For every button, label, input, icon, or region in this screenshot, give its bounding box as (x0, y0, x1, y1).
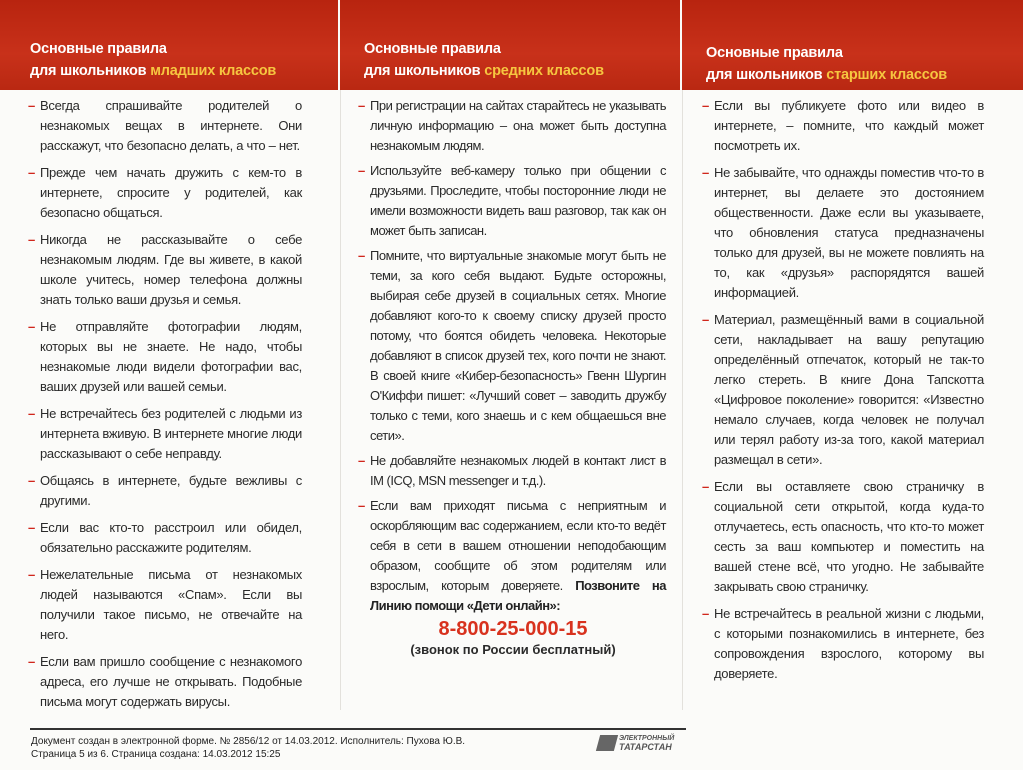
dash-bullet-icon: – (28, 98, 35, 113)
helpline-phone: 8-800-25-000-15 (438, 618, 588, 640)
column-divider (340, 90, 341, 710)
document-footer (31, 735, 465, 761)
dash-bullet-icon: – (358, 98, 365, 113)
rules-senior (704, 96, 984, 691)
rule-item: – Материал, размещённый вами в социальной сети, накладывает на вашу репутацию определённый отпечаток, который не так-то легко стереть. В книге Дона Тапскотта «Цифровое поколение» говорится: «Известно немало случаев, когда человек не получал или терял работу из-за того, какой материал размещал в сети». (702, 312, 984, 467)
rule-item: – Если вас кто-то расстроил или обидел, обязательно расскажите родителям. (28, 520, 302, 555)
helpline-label: Позвоните на Линию помощи «Дети онлайн»: (370, 578, 666, 613)
dash-bullet-icon: – (28, 319, 35, 334)
rule-item: – Не встречайтесь без родителей с людьми из интернета вживую. В интернете многие люди рассказывают о себе неправду. (28, 406, 302, 461)
rule-item: – Общаясь в интернете, будьте вежливы с другими. (28, 473, 302, 508)
rule-item: – Не встречайтесь в реальной жизни с людьми, с которыми познакомились в интернете, без сопровождения взрослого, которому вы доверяете. (702, 606, 984, 681)
rule-item: – Используйте веб-камеру только при общении с друзьями. Проследите, чтобы посторонние люди не имели возможности видеть ваш разговор, так как он может быть записан. (358, 163, 666, 238)
dash-bullet-icon: – (28, 473, 35, 488)
helpline-note: (звонок по России бесплатный) (410, 642, 616, 657)
rule-item: – Всегда спрашивайте родителей о незнакомых вещах в интернете. Они расскажут, что безопасно делать, а что – нет. (28, 98, 302, 153)
dash-bullet-icon: – (358, 248, 365, 263)
dash-bullet-icon: – (28, 232, 35, 247)
footer-doc-info: Документ создан в электронной форме. № 2856/12 от 14.03.2012. Исполнитель: Пухова Ю.В. (31, 736, 466, 747)
rule-item: – Если вам пришло сообщение с незнакомого адреса, его лучше не открывать. Подобные письма могут содержать вирусы. (28, 654, 302, 709)
dash-bullet-icon: – (702, 606, 709, 621)
logo-mark-icon (596, 735, 618, 751)
dash-bullet-icon: – (702, 165, 709, 180)
dash-bullet-icon: – (28, 406, 35, 421)
dash-bullet-icon: – (358, 453, 365, 468)
dash-bullet-icon: – (358, 163, 365, 178)
column-divider (682, 90, 683, 710)
header-senior (682, 0, 1023, 90)
rule-item: – При регистрации на сайтах старайтесь не указывать личную информацию – она может быть доступна незнакомым людям. (358, 98, 666, 153)
rule-item: – Не отправляйте фотографии людям, которых вы не знаете. Не надо, чтобы незнакомые люди видели фотографии вас, ваших друзей или вашей семьи. (28, 319, 302, 394)
rule-item: – Нежелательные письма от незнакомых людей называются «Спам». Если вы получили такое письмо, не отвечайте на него. (28, 567, 302, 642)
rules-middle (360, 96, 666, 658)
dash-bullet-icon: – (28, 567, 35, 582)
column-title: Основные правила для школьников младших классов (30, 41, 277, 79)
electronic-tatarstan-logo: ЭЛЕКТРОННЫЙ ТАТАРСТАН (598, 735, 674, 751)
rule-item: – Если вы публикуете фото или видео в интернете, – помните, что каждый может посмотреть их. (702, 98, 984, 153)
rule-item: – Если вам приходят письма с неприятным и оскорбляющим вас содержанием, если кто-то ведёт себя в сети в вашем отношении неподобающим образом, сообщите об этом родителям или взрослым, которым доверяете. Позвоните на Линию помощи «Дети онлайн»: (358, 498, 666, 613)
header-junior (0, 0, 338, 90)
dash-bullet-icon: – (702, 98, 709, 113)
footer-page-info: Страница 5 из 6. Страница создана: 14.03.2012 15:25 (31, 749, 281, 760)
dash-bullet-icon: – (702, 312, 709, 327)
header-middle (340, 0, 680, 90)
dash-bullet-icon: – (358, 498, 365, 513)
rule-item: – Если вы оставляете свою страничку в социальной сети открытой, когда куда-то отлучаетесь, есть опасность, что кто-то может сесть за ваш компьютер и поместить на вашей стене всё, что угодно. Не забывайте закрывать свою страничку. (702, 479, 984, 594)
dash-bullet-icon: – (28, 165, 35, 180)
rule-item: – Помните, что виртуальные знакомые могут быть не теми, за кого себя выдают. Будьте осторожны, выбирая себе друзей в социальных сетях. Многие добавляют кого-то к своему списку друзей просто потому, что боятся обидеть человека. Некоторые добавляют в список друзей тех, кого почти не знают. В своей книге «Кибер-безопасность» Гвенн Шургин О'Киффи пишет: «Лучший совет – заводить дружбу только с теми, кого знаешь и с кем общаешься вне сети». (358, 248, 666, 443)
rule-item: – Не добавляйте незнакомых людей в контакт лист в IM (ICQ, MSN messenger и т.д.). (358, 453, 666, 488)
rule-item: – Не забывайте, что однажды поместив что-то в интернет, вы делаете это достоянием общественности. Даже если вы указываете, что обновления статуса предназначены только для друзей, вы не можете повлиять на то, как «друзья» распорядятся вашей информацией. (702, 165, 984, 300)
rules-junior (30, 96, 302, 719)
dash-bullet-icon: – (28, 654, 35, 669)
rule-item: – Прежде чем начать дружить с кем-то в интернете, спросите у родителей, как безопасно общаться. (28, 165, 302, 220)
rule-item: – Никогда не рассказывайте о себе незнакомым людям. Где вы живете, в какой школе учитесь, номер телефона должны знать только ваши друзья и семья. (28, 232, 302, 307)
column-title: Основные правила для школьников старших классов (706, 45, 948, 83)
column-title: Основные правила для школьников средних классов (364, 41, 604, 79)
dash-bullet-icon: – (702, 479, 709, 494)
footer-divider (30, 728, 686, 730)
dash-bullet-icon: – (28, 520, 35, 535)
